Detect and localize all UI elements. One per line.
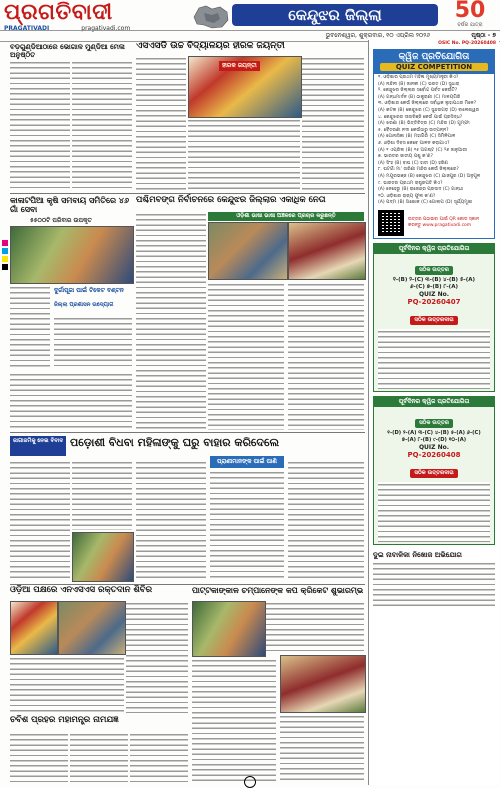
story-body: [302, 56, 364, 190]
story-headline: ପଡ଼ୋଶୀ ବିଧବା ମହିଳାଙ୍କୁ ଘରୁ ବାହାର କରିଦେଲେ: [70, 436, 280, 449]
previous-quiz-box: [373, 396, 495, 545]
quiz-line: (A) ଗୋନାସିକା (B) ମହାଗିରି (C) ସିମିଳିପାଳ: [378, 134, 456, 140]
story-body: [70, 732, 128, 783]
divider: [10, 432, 365, 433]
anniversary-logo: [444, 0, 496, 28]
date-text: ଭୁବନେଶ୍ୱର, ଶୁକ୍ରବାର, ୧୦ ଏପ୍ରିଲ ୨୦୨୬: [325, 32, 430, 39]
story-headline: ପଶ୍ଚିମବଙ୍ଗ ନିର୍ବାଚନରେ କେନ୍ଦୁଝର ଜିଲ୍ଲାର ଏକାଧିକ ନେତା: [136, 195, 326, 205]
quiz-line: (A) କଟକ (B) କେନ୍ଦୁଝର (C) ସୁନ୍ଦରଗଡ଼ (D) ବାଲେଶ୍ୱର: [378, 107, 480, 113]
quiz-line: ୮. ଘଟଗାଁ ମା’ ତାରିଣୀ ମନ୍ଦିର କେଉଁ ଜିଲ୍ଲାରେ?: [378, 167, 459, 173]
story-headline: ଓଡ଼ିଆ ପକ୍ଷରେ ଏନଏସଏସ ରକ୍ତଦାନ ଶିବିର: [10, 585, 153, 595]
website: pragativadi.com: [81, 25, 131, 32]
story-headline: ଚବିଶ ପ୍ରହର ମହାମନ୍ତ୍ର ନାମଯଜ୍ଞ: [10, 715, 119, 725]
story-body: [10, 656, 124, 713]
photo-banner-text: ହୀରକ ଜୟନ୍ତୀ: [219, 61, 260, 71]
quiz-line: (A) ୧ ଏପ୍ରିଲ (B) ୧୫ ଅଗଷ୍ଟ (C) ୨୬ ଜାନୁଆରୀ: [378, 147, 467, 153]
registration-number: OSIC No. PQ-20260408: [438, 41, 496, 46]
color-swatch: [2, 256, 8, 262]
anniversary-subtitle: ବର୍ଷର ଯାତ୍ରା: [457, 22, 483, 28]
quiz-line: ୬. ଓଡ଼ିଶା ଦିବସ କେବେ ପାଳନ କରାଯାଏ?: [378, 140, 450, 146]
news-photo: [10, 601, 58, 655]
winner-label: ସଠିକ ଉତ୍ତରଦାତା: [410, 469, 457, 478]
quiz-number-label: QUIZ No.: [418, 443, 450, 451]
quiz-line: ୩. ଓଡ଼ିଶାର କେଉଁ ଜିଲ୍ଲାରେ ସର୍ବାଧିକ ଲୁହାପଥର ମିଳେ?: [378, 101, 477, 107]
quiz-code: PQ-20260408: [407, 450, 461, 459]
winners-list: [378, 482, 490, 542]
answer-list: ୧-(D) ୨-(A) ୩-(C) ୪-(B) ୫-(A) ୬-(C): [387, 429, 481, 436]
story-body: [136, 56, 186, 190]
story-body: [280, 714, 364, 783]
quiz-sidebar: [368, 40, 499, 785]
answer-list: ୧-(B) ୨-(C) ୩-(B) ୪-(B) ୫-(A): [393, 276, 475, 283]
story-body: [188, 118, 300, 190]
winners-list: [378, 329, 490, 389]
story-body: [210, 470, 284, 580]
quiz-line: ୧. ଓଡ଼ିଶାର ପ୍ରଥମ ମହିଳା ମୁଖ୍ୟମନ୍ତ୍ରୀ କିଏ?: [378, 75, 459, 80]
previous-quiz-box: [373, 243, 495, 392]
quiz-panel: [373, 49, 495, 239]
quiz-title-english: QUIZ COMPETITION: [380, 63, 488, 71]
story-body: [72, 460, 132, 530]
story-headline: ଦୁର୍ଗାପୂଜା ପାଇଁ ଟିକେଟ ବଣ୍ଟନ: [54, 287, 124, 294]
story-body: [10, 285, 50, 369]
story-body: [10, 732, 68, 783]
newspaper-logo: [4, 2, 160, 30]
story-body: [10, 460, 70, 580]
story-body: [288, 460, 364, 580]
news-photo: [288, 222, 366, 280]
story-body: [192, 658, 276, 783]
news-photo: [58, 601, 126, 655]
story-body: [126, 601, 188, 713]
color-swatch: [2, 240, 8, 246]
story-headline: ଏସଏସଡି ଉଚ୍ଚ ବିଦ୍ୟାଳୟର ହୀରକ ଜୟନ୍ତୀ: [136, 41, 285, 51]
quiz-line: (A) ସିଂହ (B) ବାଘ (C) ହାତୀ (D) ହରିଣ: [378, 160, 448, 166]
news-photo: [280, 655, 366, 713]
story-headline: ଦୁଇ ନାବାଳିକା ନିଖୋଜ ଅଭିଯୋଗ: [373, 550, 462, 559]
previous-quiz-title: ପୂର୍ବଦିନର କ୍ୱିଜ ପ୍ରତିଯୋଗିତା: [374, 244, 494, 254]
qr-code-icon[interactable]: [378, 210, 404, 236]
story-body: [208, 282, 284, 430]
divider: [10, 193, 365, 194]
answer-list: ୭-(A) ୮-(B) ୯-(D) ୧୦-(A): [401, 436, 467, 443]
quiz-line: ୭. ଭାରତର ଜାତୀୟ ପଶୁ କ’ଣ?: [378, 154, 433, 160]
news-photo: [188, 56, 302, 118]
story-headline: ପାଟ୍ଟକାଙ୍କାଳ ଚମ୍ପାନେଙ୍କ କପ କ୍ରିକେଟ ଶୁଭାରମ୍ଭ: [192, 586, 364, 595]
logo-text: ପ୍ରଗତିବାଦୀ: [4, 0, 113, 25]
quiz-line: ୫. ବୈତରଣୀ ନଦୀ କେଉଁଠାରୁ ଉତ୍ପନ୍ନ?: [378, 127, 449, 133]
story-body: [72, 60, 132, 192]
anniversary-number: 50: [454, 0, 486, 23]
logo-subtitle: PRAGATIVADI: [4, 25, 50, 32]
story-body: [266, 601, 364, 651]
news-photo: [192, 601, 266, 657]
story-body: [54, 316, 132, 369]
district-banner: କେନ୍ଦୁଝର ଜିଲ୍ଲା: [232, 4, 438, 26]
quiz-line: (A) ଝରଣା (B) ଭିତ୍ତିଚିତ୍ର (C) ମନ୍ଦିର (D) ଗୁମ୍ଫା: [378, 121, 470, 127]
story-headline: ବଡ଼ଗୁଣ୍ଡିଆଠାରେ ଭୋଗାଳ ମୁଣ୍ଡିଆ ମେଳା ଅନୁଷ୍ଠିତ: [10, 43, 125, 60]
story-subheadline: ଜିଲ୍ଲା ପ୍ରଶାସନ ଉଦ୍ୟୋଗ: [54, 302, 114, 308]
story-body: [10, 60, 70, 192]
story-kicker: ଜାଗାଜମିକୁ ନେଇ ବିବାଦ: [10, 436, 66, 456]
quiz-line: (A) ନନ୍ଦିନୀ (B) ଜାନକୀ (C) ଭରତ (D) ସୁଧାରା: [378, 81, 460, 87]
story-subheadline: ୫୫୦୦ଟି ପରିବାର ଉପକୃତ: [30, 217, 92, 224]
quiz-line: ୪. କେନ୍ଦୁଝରର ସୀତାବିଞ୍ଜି କେଉଁ ପାଇଁ ପ୍ରସିଦ୍ଧ?: [378, 114, 463, 120]
quiz-line: (A) ପଦ୍ମ (B) ଅଶୋକ (C) ଗୋଲାପ (D) ସୂର୍ଯ୍ୟମୁଖୀ: [378, 200, 473, 206]
answer-list: ୬-(C) ୭-(B) ୮-(A): [410, 283, 458, 290]
story-body: [288, 282, 364, 430]
quiz-number-label: QUIZ No.: [418, 290, 450, 298]
answer-label: ସଠିକ ଉତ୍ତର: [415, 266, 453, 275]
registration-mark: [244, 776, 256, 788]
quiz-line: (A) ଗନ୍ଧମାର୍ଦନ (B) ଠାକୁରାଣୀ (C) ମାଳୟଗିରି: [378, 94, 461, 100]
story-headline: ପ୍ରାଣୀମାନଙ୍କ ପାଇଁ ପାଣି: [210, 456, 284, 468]
quiz-code: PQ-20260407: [407, 297, 461, 306]
previous-quiz-title: ପୂର୍ବଦିନର କ୍ୱିଜ ପ୍ରତିଯୋଗିତା: [374, 397, 494, 407]
news-photo: [72, 532, 134, 582]
quiz-line: (A) ନେହେରୁ (B) ରାଜେନ୍ଦ୍ର ପ୍ରସାଦ (C) ଗାନ୍ଧୀ: [378, 187, 463, 193]
page-number: ପୃଷ୍ଠା - ୭: [471, 32, 496, 39]
story-body: [10, 372, 132, 428]
qr-instruction: ଉତ୍ତର ପଠାଇବା ପାଇଁ QR କୋଡ ସ୍କାନ କରନ୍ତୁ www.pragativadi.com: [408, 216, 480, 228]
winner-label: ସଠିକ ଉତ୍ତରଦାତା: [410, 316, 457, 325]
story-body: [136, 212, 206, 430]
answer-label: ସଠିକ ଉତ୍ତର: [415, 419, 453, 428]
news-photo: [208, 222, 288, 280]
color-swatch: [2, 264, 8, 270]
color-swatch: [2, 248, 8, 254]
quiz-line: ୨. କେନ୍ଦୁଝର ଜିଲ୍ଲାର ସର୍ବୋଚ୍ଚ ପର୍ବତ କେଉଁଟି?: [378, 88, 458, 94]
story-body: [136, 460, 206, 580]
story-headline: କାଳାଟପିଆ କୃଷି ସମବାୟ ସମିତିରେ ୪୬ ଗାଁ ସେବା: [10, 196, 129, 215]
quiz-line: ୯. ଭାରତର ପ୍ରଥମ ରାଷ୍ଟ୍ରପତି କିଏ?: [378, 180, 443, 186]
photo-banner: ଓଡ଼ିଶା ଭାଷା ଭାଷୀ ଅଞ୍ଚଳରେ ପ୍ରଚାର କରୁଛନ୍ତି: [208, 212, 364, 221]
quiz-line: (A) ମୟୂରଭଞ୍ଜ (B) କେନ୍ଦୁଝର (C) ଯାଜପୁର (D) ଅନୁଗୁଳ: [378, 173, 481, 179]
masthead: [0, 0, 500, 30]
news-photo: [10, 226, 134, 284]
quiz-title-odia: କ୍ୱିଜ ପ୍ରତିଯୋଗିତା: [398, 52, 470, 62]
district-map-icon: [190, 3, 232, 31]
quiz-questions: [374, 74, 494, 208]
story-body: [373, 561, 495, 607]
quiz-line: ୧୦. ଓଡ଼ିଶାର ରାଜ୍ୟ ଫୁଲ କ’ଣ?: [378, 193, 436, 199]
story-body: [130, 732, 188, 783]
